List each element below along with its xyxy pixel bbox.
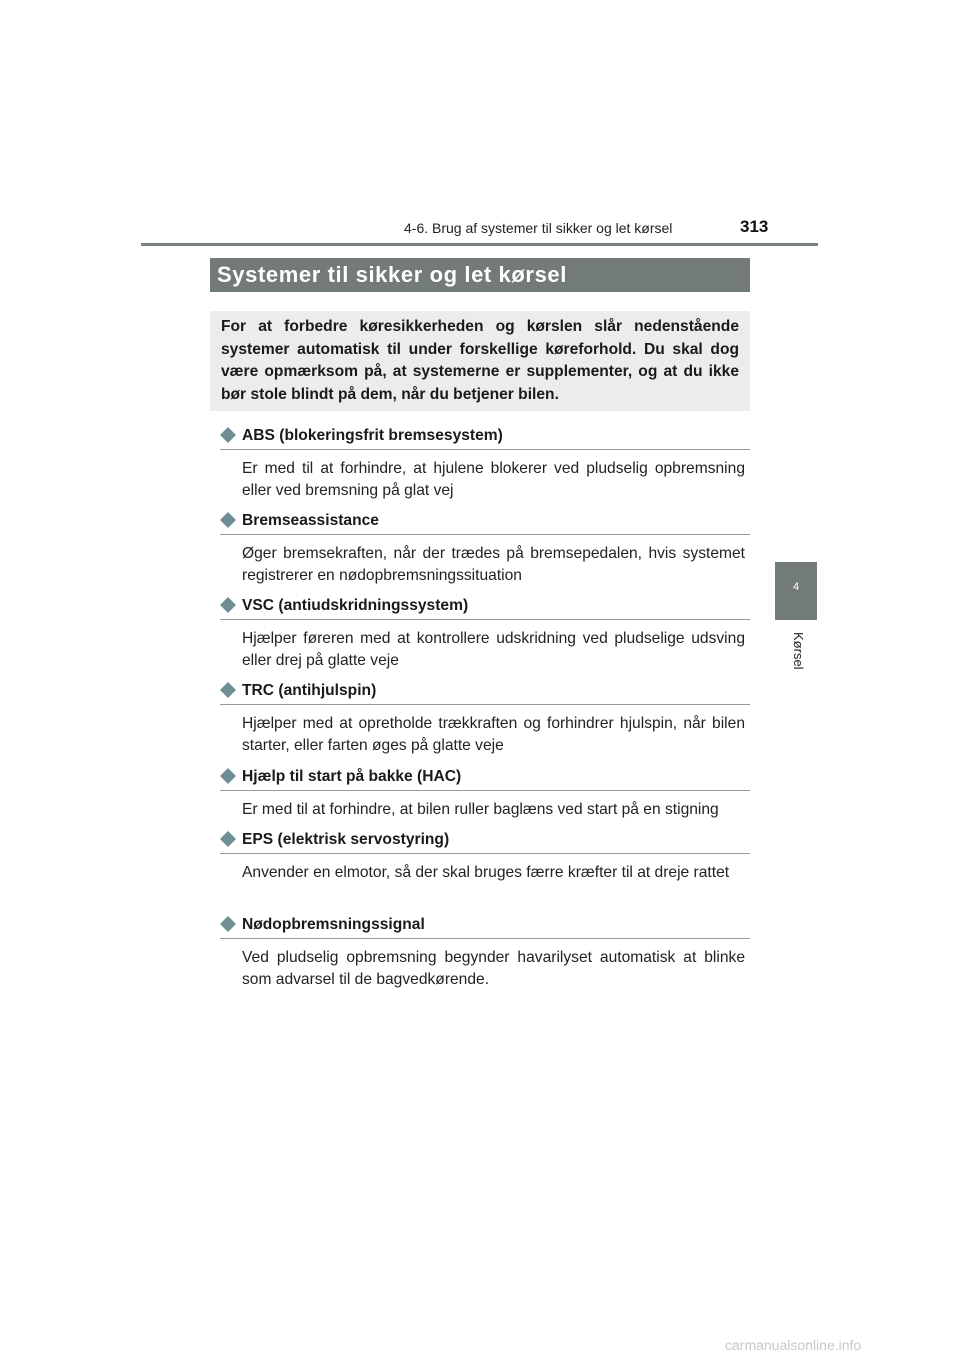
list-item bbox=[220, 425, 750, 502]
list-item bbox=[220, 595, 750, 672]
diamond-bullet-icon bbox=[220, 682, 236, 698]
item-description: Anvender en elmotor, så der skal bruges færre kræfter til at dreje rattet bbox=[242, 864, 730, 881]
list-item bbox=[220, 510, 750, 587]
section-title: Systemer til sikker og let kørsel bbox=[210, 258, 750, 292]
intro-box bbox=[210, 311, 750, 411]
diamond-bullet-icon bbox=[220, 427, 236, 443]
item-description: Er med til at forhindre, at bilen ruller baglæns ved start på en stigning bbox=[242, 801, 719, 818]
diamond-bullet-icon bbox=[220, 512, 236, 528]
list-item bbox=[220, 829, 750, 884]
chapter-number: 4 bbox=[792, 581, 800, 593]
diamond-bullet-icon bbox=[220, 916, 236, 932]
watermark: carmanualsonline.info bbox=[725, 1337, 862, 1353]
list-item bbox=[220, 914, 750, 991]
item-title: ABS (blokeringsfrit bremsesystem) bbox=[242, 427, 503, 444]
item-title: Hjælp til start på bakke (HAC) bbox=[242, 768, 462, 785]
item-heading bbox=[220, 510, 750, 535]
item-description: Er med til at forhindre, at hjulene blokerer ved pludselig opbremsning eller ved bremsning på glat vej bbox=[242, 460, 745, 499]
item-heading bbox=[220, 425, 750, 450]
intro-text: For at forbedre køresikkerheden og kørslen slår nedenstående systemer automatisk til under forskellige køreforhold. Du skal dog være opmærksom på, at systemerne er supplementer, og at du ikke bør stole blindt på dem, når du betjener bilen. bbox=[221, 318, 739, 403]
diamond-bullet-icon bbox=[220, 768, 236, 784]
running-header-section: 4-6. Brug af systemer til sikker og let kørsel bbox=[404, 220, 673, 236]
item-title: VSC (antiudskridningssystem) bbox=[242, 597, 469, 614]
header-divider bbox=[141, 243, 818, 246]
item-heading bbox=[220, 680, 750, 705]
diamond-bullet-icon bbox=[220, 831, 236, 847]
item-title: Nødopbremsningssignal bbox=[242, 916, 425, 933]
item-title: Bremseassistance bbox=[242, 512, 379, 529]
item-description: Hjælper med at opretholde trækkraften og forhindrer hjulspin, når bilen starter, eller farten øges på glatte veje bbox=[242, 715, 745, 754]
item-description: Øger bremsekraften, når der trædes på bremsepedalen, hvis systemet registrerer en nødopbremsningssituation bbox=[242, 545, 745, 584]
item-description: Hjælper føreren med at kontrollere udskridning ved pludselige udsving eller drej på glatte veje bbox=[242, 630, 745, 669]
chapter-tab bbox=[775, 562, 817, 620]
chapter-label: Kørsel bbox=[791, 632, 806, 670]
item-heading bbox=[220, 829, 750, 854]
page-number: 313 bbox=[740, 217, 769, 236]
item-heading bbox=[220, 914, 750, 939]
item-description: Ved pludselig opbremsning begynder havarilyset automatisk at blinke som advarsel til de bagvedkørende. bbox=[242, 949, 745, 988]
item-heading bbox=[220, 766, 750, 791]
diamond-bullet-icon bbox=[220, 597, 236, 613]
item-title: TRC (antihjulspin) bbox=[242, 682, 377, 699]
list-item bbox=[220, 680, 750, 757]
list-item bbox=[220, 766, 750, 821]
item-title: EPS (elektrisk servostyring) bbox=[242, 831, 450, 848]
item-heading bbox=[220, 595, 750, 620]
